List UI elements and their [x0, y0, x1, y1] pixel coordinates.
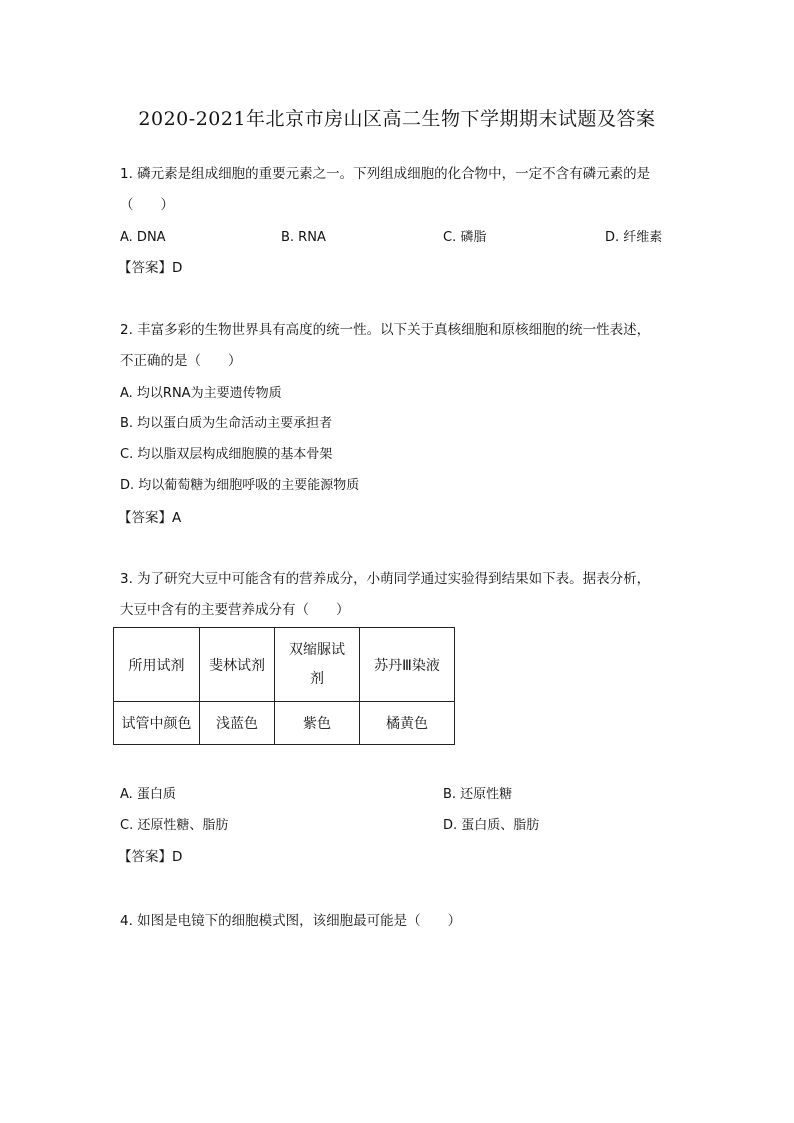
question-2-option-b: B. 均以蛋白质为生命活动主要承担者 [120, 416, 333, 431]
question-3-option-b: B. 还原性糖 [443, 787, 513, 802]
question-2-option-a: A. 均以RNA为主要遗传物质 [120, 386, 282, 401]
question-3-stem-line2: 大豆中含有的主要营养成分有（ ） [120, 602, 350, 618]
question-1-option-a: A. DNA [120, 230, 166, 245]
table-cell: 试管中颜色 [114, 702, 200, 745]
table-header-row [114, 628, 455, 702]
question-1-option-b: B. RNA [281, 230, 326, 245]
question-3-stem-line1: 3. 为了研究大豆中可能含有的营养成分，小萌同学通过实验得到结果如下表。据表分析， [120, 571, 651, 587]
question-2-option-c: C. 均以脂双层构成细胞膜的基本骨架 [120, 447, 333, 462]
answer-value: D [172, 849, 183, 865]
question-2-stem-line2: 不正确的是（ ） [120, 353, 242, 369]
table-cell-text: 双缩脲试剂 [289, 641, 345, 687]
page-title: 2020-2021年北京市房山区高二生物下学期期末试题及答案 [138, 108, 656, 130]
table-cell: 苏丹Ⅲ染液 [360, 628, 455, 702]
table-cell: 所用试剂 [114, 628, 200, 702]
table-cell: 紫色 [275, 702, 360, 745]
question-1-stem: 1. 磷元素是组成细胞的重要元素之一。下列组成细胞的化合物中，一定不含有磷元素的是 [120, 166, 651, 182]
question-1-answer [118, 259, 182, 277]
question-3-answer [118, 848, 182, 866]
answer-label: 【答案】 [118, 849, 172, 865]
question-3-option-a: A. 蛋白质 [120, 787, 176, 802]
question-3-option-c: C. 还原性糖、脂肪 [120, 818, 229, 833]
experiment-table [113, 627, 455, 745]
question-2-stem-line1: 2. 丰富多彩的生物世界具有高度的统一性。以下关于真核细胞和原核细胞的统一性表述， [120, 322, 651, 338]
question-2-option-d: D. 均以葡萄糖为细胞呼吸的主要能源物质 [120, 478, 360, 493]
question-1-option-d: D. 纤维素 [605, 230, 663, 245]
table-cell: 浅蓝色 [200, 702, 275, 745]
answer-value: A [172, 510, 182, 526]
table-row [114, 702, 455, 745]
table-cell: 橘黄色 [360, 702, 455, 745]
question-4-stem: 4. 如图是电镜下的细胞模式图，该细胞最可能是（ ） [120, 913, 462, 929]
question-2-answer [118, 509, 181, 527]
question-1-bracket: （ ） [120, 197, 174, 213]
question-3-option-d: D. 蛋白质、脂肪 [443, 818, 540, 833]
answer-value: D [172, 260, 183, 276]
table-cell [275, 628, 360, 702]
question-1-option-c: C. 磷脂 [443, 230, 487, 245]
answer-label: 【答案】 [118, 260, 172, 276]
table-cell: 斐林试剂 [200, 628, 275, 702]
answer-label: 【答案】 [118, 510, 172, 526]
